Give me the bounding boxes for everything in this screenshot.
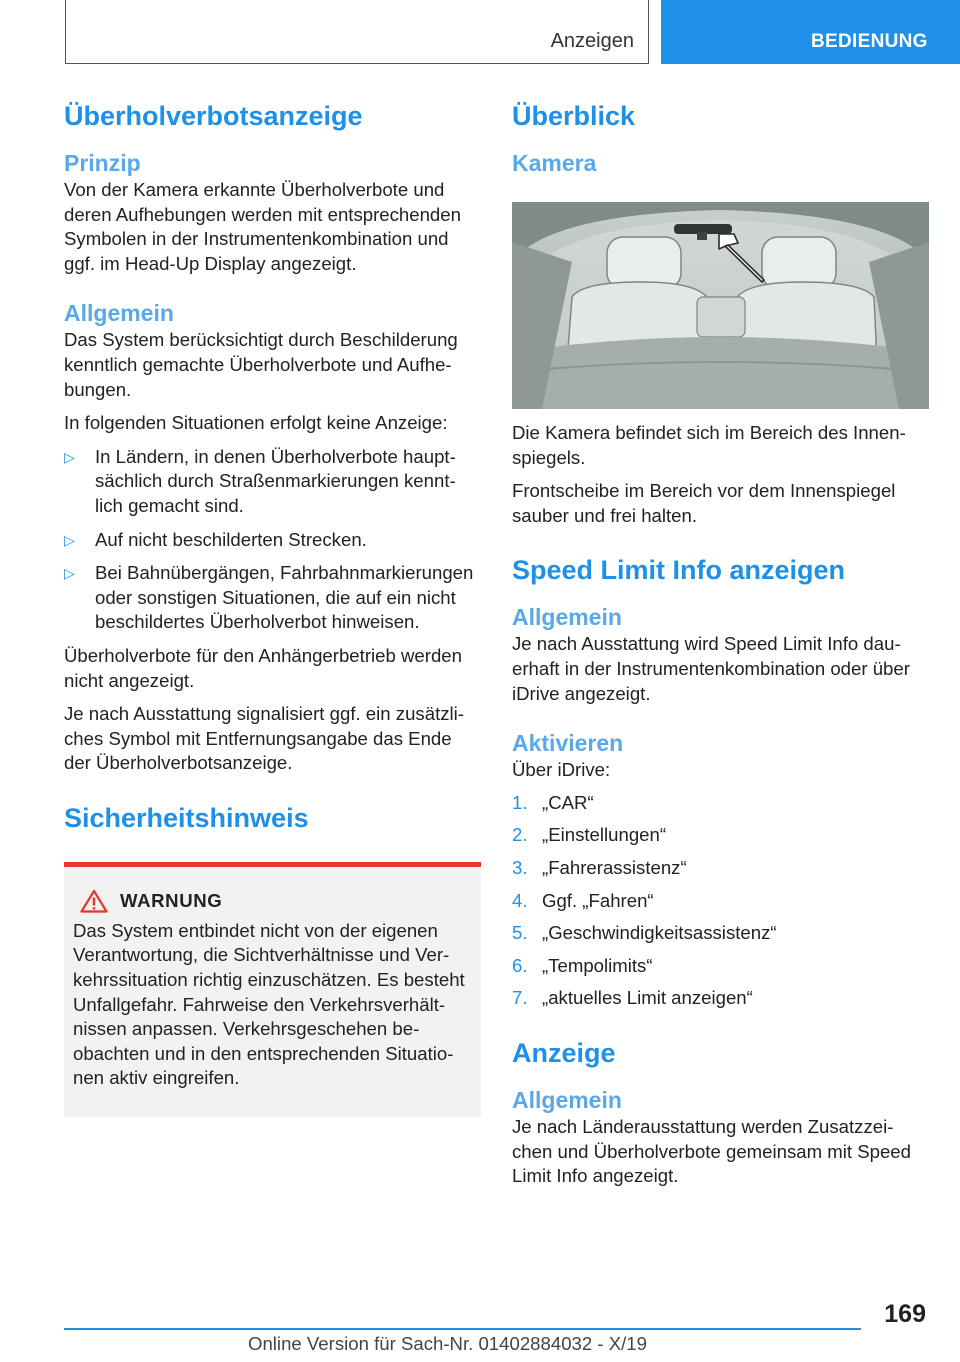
- warning-triangle-icon: [80, 889, 108, 913]
- step-number: 4.: [512, 889, 528, 911]
- list-item: [512, 986, 929, 1011]
- step-text: „Einstellungen“: [542, 824, 667, 846]
- allgemein-text-3: Überholverbote für den Anhängerbetrieb werden nicht angezeigt.: [64, 644, 462, 691]
- activation-steps: [512, 791, 929, 1011]
- bullet-triangle-icon: ▷: [64, 565, 75, 582]
- allgemein-text-2: In folgenden Situationen erfolgt keine Anzeige:: [64, 412, 448, 434]
- step-number: 1.: [512, 791, 528, 813]
- list-item: [512, 791, 929, 816]
- heading-prinzip: Prinzip: [64, 150, 141, 176]
- list-item: [512, 921, 929, 946]
- section-title-speed-limit-info: Speed Limit Info anzeigen: [512, 555, 846, 586]
- camera-location-illustration: [512, 202, 929, 409]
- list-item-text: Bei Bahnübergängen, Fahrbahnmarkierungen oder sonstigen Situationen, die auf ein nicht beschildertes Überholverbot hinweisen.: [95, 562, 474, 633]
- left-column: [64, 96, 481, 1117]
- list-item: [512, 856, 929, 881]
- header-chapter-label: BEDIENUNG: [811, 31, 928, 52]
- step-text: „CAR“: [542, 791, 594, 813]
- kamera-text-1: Die Kamera befindet sich im Bereich des Innen‐spiegels.: [512, 422, 906, 468]
- aktivieren-intro: Über iDrive:: [512, 759, 611, 781]
- bullet-triangle-icon: ▷: [64, 448, 75, 465]
- prinzip-text: Von der Kamera erkannte Überholverbote und deren Aufhebungen werden mit entsprechenden Symbolen in der Instrumentenkombination und ggf. im Head-Up Display angezeigt.: [64, 179, 461, 274]
- step-text: „Fahrerassistenz“: [542, 856, 687, 878]
- list-item: [64, 445, 481, 519]
- step-number: 7.: [512, 987, 528, 1009]
- situation-list: [64, 445, 481, 635]
- right-column: [512, 96, 929, 1189]
- header-chapter-tab: [661, 0, 960, 64]
- heading-allgemein: Allgemein: [64, 300, 174, 327]
- list-item: [512, 889, 929, 914]
- step-number: 6.: [512, 954, 528, 976]
- bullet-triangle-icon: ▷: [64, 531, 75, 548]
- step-number: 3.: [512, 856, 528, 878]
- step-text: „aktuelles Limit anzeigen“: [542, 987, 753, 1009]
- heading-speed-allgemein: Allgemein: [512, 604, 622, 631]
- speed-allgemein-text: Je nach Ausstattung wird Speed Limit Info dau‐erhaft in der Instrumentenkombination oder über iDrive angezeigt.: [512, 633, 910, 704]
- warning-title: WARNUNG: [120, 889, 223, 911]
- step-number: 2.: [512, 824, 528, 846]
- step-text: Ggf. „Fahren“: [542, 889, 654, 911]
- warning-header: [73, 889, 471, 913]
- anzeige-text: Je nach Länderausstattung werden Zusatzzei‐chen und Überholverbote gemeinsam mit Speed Limit Info angezeigt.: [512, 1115, 911, 1187]
- section-title-anzeige: Anzeige: [512, 1037, 616, 1068]
- header-section-box: [65, 0, 649, 64]
- heading-anzeige-allgemein: Allgemein: [512, 1086, 622, 1113]
- section-title-sicherheitshinweis: Sicherheitshinweis: [64, 802, 309, 833]
- step-text: „Tempolimits“: [542, 954, 653, 976]
- list-item: [512, 823, 929, 848]
- list-item: [64, 561, 481, 635]
- footer-text: Online Version für Sach-Nr. 01402884032 - X/19: [248, 1333, 647, 1354]
- section-title-ueberblick: Überblick: [512, 101, 636, 131]
- step-number: 5.: [512, 922, 528, 944]
- heading-aktivieren: Aktivieren: [512, 730, 624, 757]
- warning-box: [64, 862, 481, 1117]
- footer-divider: [64, 1328, 861, 1330]
- heading-kamera: Kamera: [512, 150, 597, 176]
- section-title-ueberholverbotsanzeige: Überholverbotsanzeige: [64, 101, 363, 131]
- kamera-text-2: Frontscheibe im Bereich vor dem Innenspiegel sauber und frei halten.: [512, 480, 896, 526]
- list-item-text: In Ländern, in denen Überholverbote haupt‐sächlich durch Straßenmarkierungen kennt‐lich gemacht sind.: [95, 445, 456, 516]
- list-item: [64, 528, 481, 553]
- list-item-text: Auf nicht beschilderten Strecken.: [95, 528, 367, 550]
- step-text: „Geschwindigkeitsassistenz“: [542, 922, 777, 944]
- page-number: 169: [884, 1300, 926, 1328]
- list-item: [512, 954, 929, 979]
- header-section-title: Anzeigen: [550, 30, 634, 52]
- allgemein-text-1: Das System berücksichtigt durch Beschilderung kenntlich gemachte Überholverbote und Aufhe‐bungen.: [64, 329, 458, 400]
- allgemein-text-4: Je nach Ausstattung signalisiert ggf. ein zusätzli‐ches Symbol mit Entfernungsangabe das Ende der Überholverbotsanzeige.: [64, 703, 464, 774]
- warning-text: Das System entbindet nicht von der eigenen Verantwortung, die Sichtverhältnisse und Ver‐kehrssituation richtig einzuschätzen. Es besteht Unfallgefahr. Fahrweise den Verkehrsverhält‐nissen anpassen. Verkehrsgeschehen be‐obachten und in den entsprechenden Situatio‐nen aktiv eingreifen.: [73, 919, 465, 1089]
